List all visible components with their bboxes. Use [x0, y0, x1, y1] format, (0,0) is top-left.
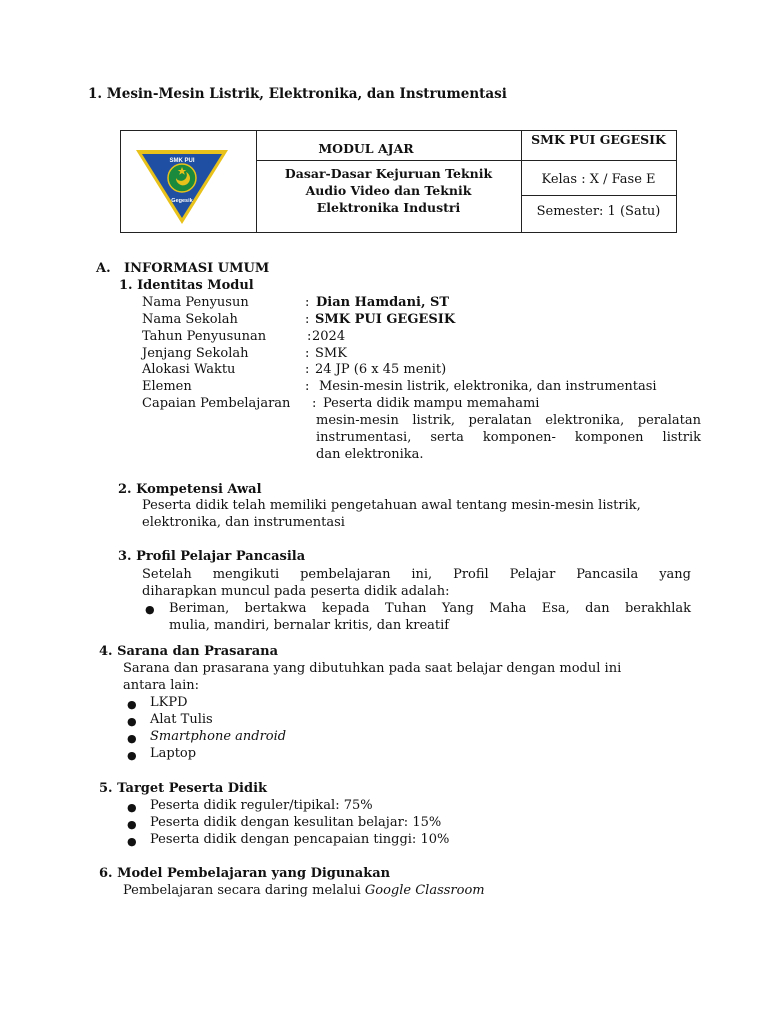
field-label: Alokasi Waktu — [142, 362, 236, 377]
list-item: Laptop — [150, 746, 197, 761]
module-header-table — [120, 130, 677, 233]
bullet-dot: ● — [127, 732, 137, 745]
paragraph-line: Peserta didik telah memiliki pengetahuan awal tentang mesin-mesin listrik, — [142, 498, 641, 513]
paragraph-line: elektronika, dan instrumentasi — [142, 515, 345, 530]
field-separator: : — [305, 312, 310, 327]
model-text — [123, 883, 485, 898]
paragraph-line: Setelah mengikuti pembelajaran ini, Profil Pelajar Pancasila yang — [142, 567, 691, 582]
author-name: Dian Hamdani, ST — [316, 295, 450, 310]
kompetensi-heading: 2. Kompetensi Awal — [118, 482, 262, 497]
bullet-dot: ● — [127, 698, 137, 711]
bullet-dot: ● — [127, 801, 137, 814]
list-item: Alat Tulis — [150, 712, 213, 727]
subject-line-3: Elektronika Industri — [316, 200, 461, 215]
list-item: Peserta didik dengan kesulitan belajar: 15% — [150, 815, 442, 830]
capaian-value: Peserta didik mampu memahami — [323, 396, 540, 411]
list-item: LKPD — [150, 695, 188, 710]
google-classroom-text: Google Classroom — [364, 883, 485, 898]
bullet-dot: ● — [127, 715, 137, 728]
kelas-info: Kelas : X / Fase E — [541, 172, 656, 187]
level-value: SMK — [315, 346, 347, 361]
year-value: 2024 — [312, 329, 346, 344]
field-separator: : — [312, 396, 317, 411]
paragraph-line: diharapkan muncul pada peserta didik adalah: — [142, 584, 450, 599]
bullet-line: Beriman, bertakwa kepada Tuhan Yang Maha Esa, dan berakhlak — [169, 601, 691, 616]
target-heading: 5. Target Peserta Didik — [99, 781, 268, 796]
field-separator: : — [305, 346, 310, 361]
bullet-dot: ● — [127, 749, 137, 762]
list-item: Smartphone android — [150, 729, 287, 744]
model-text-plain: Pembelajaran secara daring melalui — [123, 883, 365, 898]
field-separator: : — [305, 295, 310, 310]
time-value: 24 JP (6 x 45 menit) — [315, 362, 447, 377]
section-a-letter: A. — [96, 261, 111, 276]
field-label: Tahun Penyusunan — [142, 329, 267, 344]
list-item: Peserta didik reguler/tipikal: 75% — [150, 798, 373, 813]
bullet-line: mulia, mandiri, bernalar kritis, dan kreatif — [169, 618, 450, 633]
capaian-line: dan elektronika. — [316, 447, 424, 462]
logo-text-bottom: Gegesik — [171, 198, 193, 204]
field-separator: : — [307, 329, 312, 344]
semester-info: Semester: 1 (Satu) — [536, 204, 661, 219]
logo-text-top: SMK PUI — [169, 158, 195, 164]
field-label: Nama Sekolah — [142, 312, 238, 327]
field-label: Capaian Pembelajaran — [142, 396, 291, 411]
bullet-dot: ● — [145, 603, 155, 616]
field-label: Elemen — [142, 379, 192, 394]
list-item: Peserta didik dengan pencapaian tinggi: 10% — [150, 832, 450, 847]
field-separator: : — [305, 362, 310, 377]
field-label: Jenjang Sekolah — [142, 346, 249, 361]
modul-ajar-label: MODUL AJAR — [318, 141, 414, 156]
informasi-umum-heading: INFORMASI UMUM — [124, 261, 270, 276]
bullet-dot: ● — [127, 818, 137, 831]
sarana-heading: 4. Sarana dan Prasarana — [99, 644, 279, 659]
paragraph-line: antara lain: — [123, 678, 200, 693]
school-logo — [134, 148, 230, 226]
paragraph-line: Sarana dan prasarana yang dibutuhkan pada saat belajar dengan modul ini — [123, 661, 622, 676]
field-separator: : — [305, 379, 310, 394]
capaian-line: mesin-mesin listrik, peralatan elektronika, peralatan — [316, 413, 701, 428]
subject-line-2: Audio Video dan Teknik — [305, 183, 472, 198]
identitas-modul-heading: 1. Identitas Modul — [119, 278, 254, 293]
profil-heading: 3. Profil Pelajar Pancasila — [118, 549, 306, 564]
school-value: SMK PUI GEGESIK — [315, 312, 456, 327]
bullet-dot: ● — [127, 835, 137, 848]
subject-title — [256, 165, 521, 216]
element-value: Mesin-mesin listrik, elektronika, dan instrumentasi — [319, 379, 657, 394]
section-title: 1. Mesin-Mesin Listrik, Elektronika, dan Instrumentasi — [88, 86, 507, 102]
model-heading: 6. Model Pembelajaran yang Digunakan — [99, 866, 391, 881]
field-label: Nama Penyusun — [142, 295, 249, 310]
subject-line-1: Dasar-Dasar Kejuruan Teknik — [284, 166, 493, 181]
school-name: SMK PUI GEGESIK — [531, 132, 666, 147]
capaian-line: instrumentasi, serta komponen- komponen listrik — [316, 430, 701, 445]
